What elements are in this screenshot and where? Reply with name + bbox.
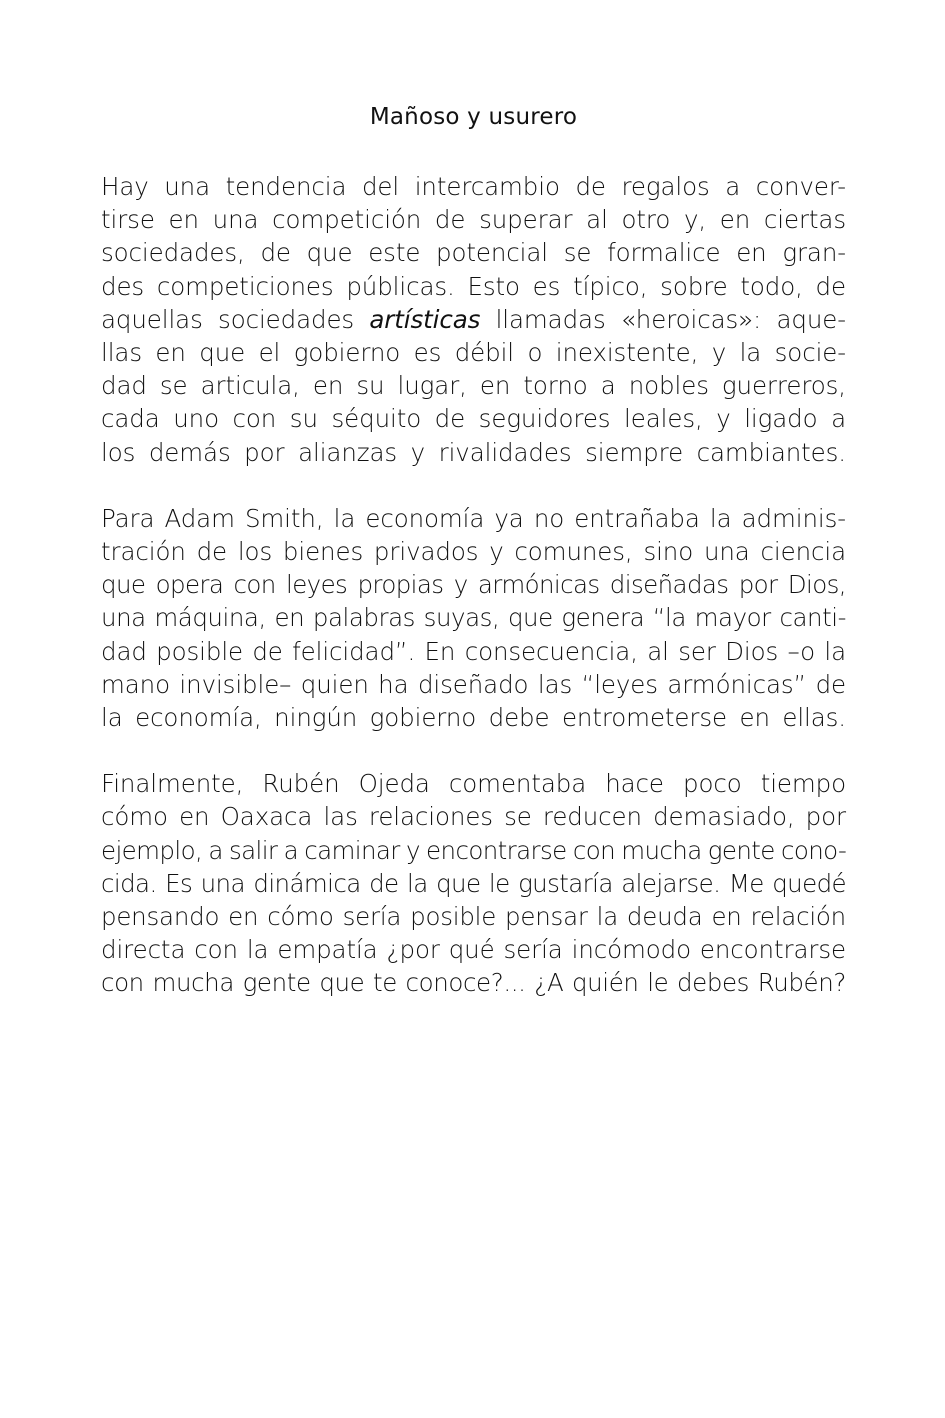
text-line [101,303,846,336]
text-line: sociedades, de que este potencial se formalice en gran- [101,238,846,268]
text-line: pensando en cómo sería posible pensar la deuda en relación [101,902,846,932]
text-line: una máquina, en palabras suyas, que genera “la mayor canti- [101,603,846,633]
emphasized-word: artísticas [369,304,481,334]
text-line: Finalmente, Rubén Ojeda comentaba hace poco tiempo [101,769,846,799]
page [101,100,846,1033]
text-line: tirse en una competición de superar al otro y, en ciertas [101,205,846,235]
text-line: tración de los bienes privados y comunes, sino una ciencia [101,537,846,567]
text-line: dad se articula, en su lugar, en torno a nobles guerreros, [101,371,846,401]
text-line: Hay una tendencia del intercambio de regalos a conver- [101,172,846,201]
text-line: Para Adam Smith, la economía ya no entrañaba la adminis- [101,503,846,533]
text-line: cada uno con su séquito de seguidores leales, y ligado a [101,404,846,434]
paragraph-3 [101,767,846,999]
text-line: que opera con leyes propias y armónicas diseñadas por Dios, [101,570,846,600]
text-line: cómo en Oaxaca las relaciones se reducen demasiado, por [101,802,846,832]
text-line: la economía, ningún gobierno debe entrometerse en ellas. [101,703,846,733]
paragraph-2 [101,502,846,734]
text-line: cida. Es una dinámica de la que le gustaría alejarse. Me quedé [101,868,846,898]
text-line: directa con la empatía ¿por qué sería incómodo encontrarse [101,935,846,965]
text-segment: aquellas sociedades [101,304,370,334]
text-line: ejemplo, a salir a caminar y encontrarse con mucha gente cono- [101,835,847,865]
text-line: mano invisible– quien ha diseñado las “leyes armónicas” de [101,669,846,699]
paragraph-1 [101,170,846,469]
text-segment: llamadas «heroicas»: aque- [480,304,846,334]
text-line: con mucha gente que te conoce?... ¿A quién le debes Rubén? [101,968,846,998]
text-line: los demás por alianzas y rivalidades siempre cambiantes. [101,437,846,467]
text-line: dad posible de felicidad”. En consecuencia, al ser Dios –o la [101,636,846,666]
text-line: des competiciones públicas. Esto es típico, sobre todo, de [101,271,846,301]
text-line: llas en que el gobierno es débil o inexistente, y la socie- [101,338,846,368]
page-title: Mañoso y usurero [369,104,578,130]
